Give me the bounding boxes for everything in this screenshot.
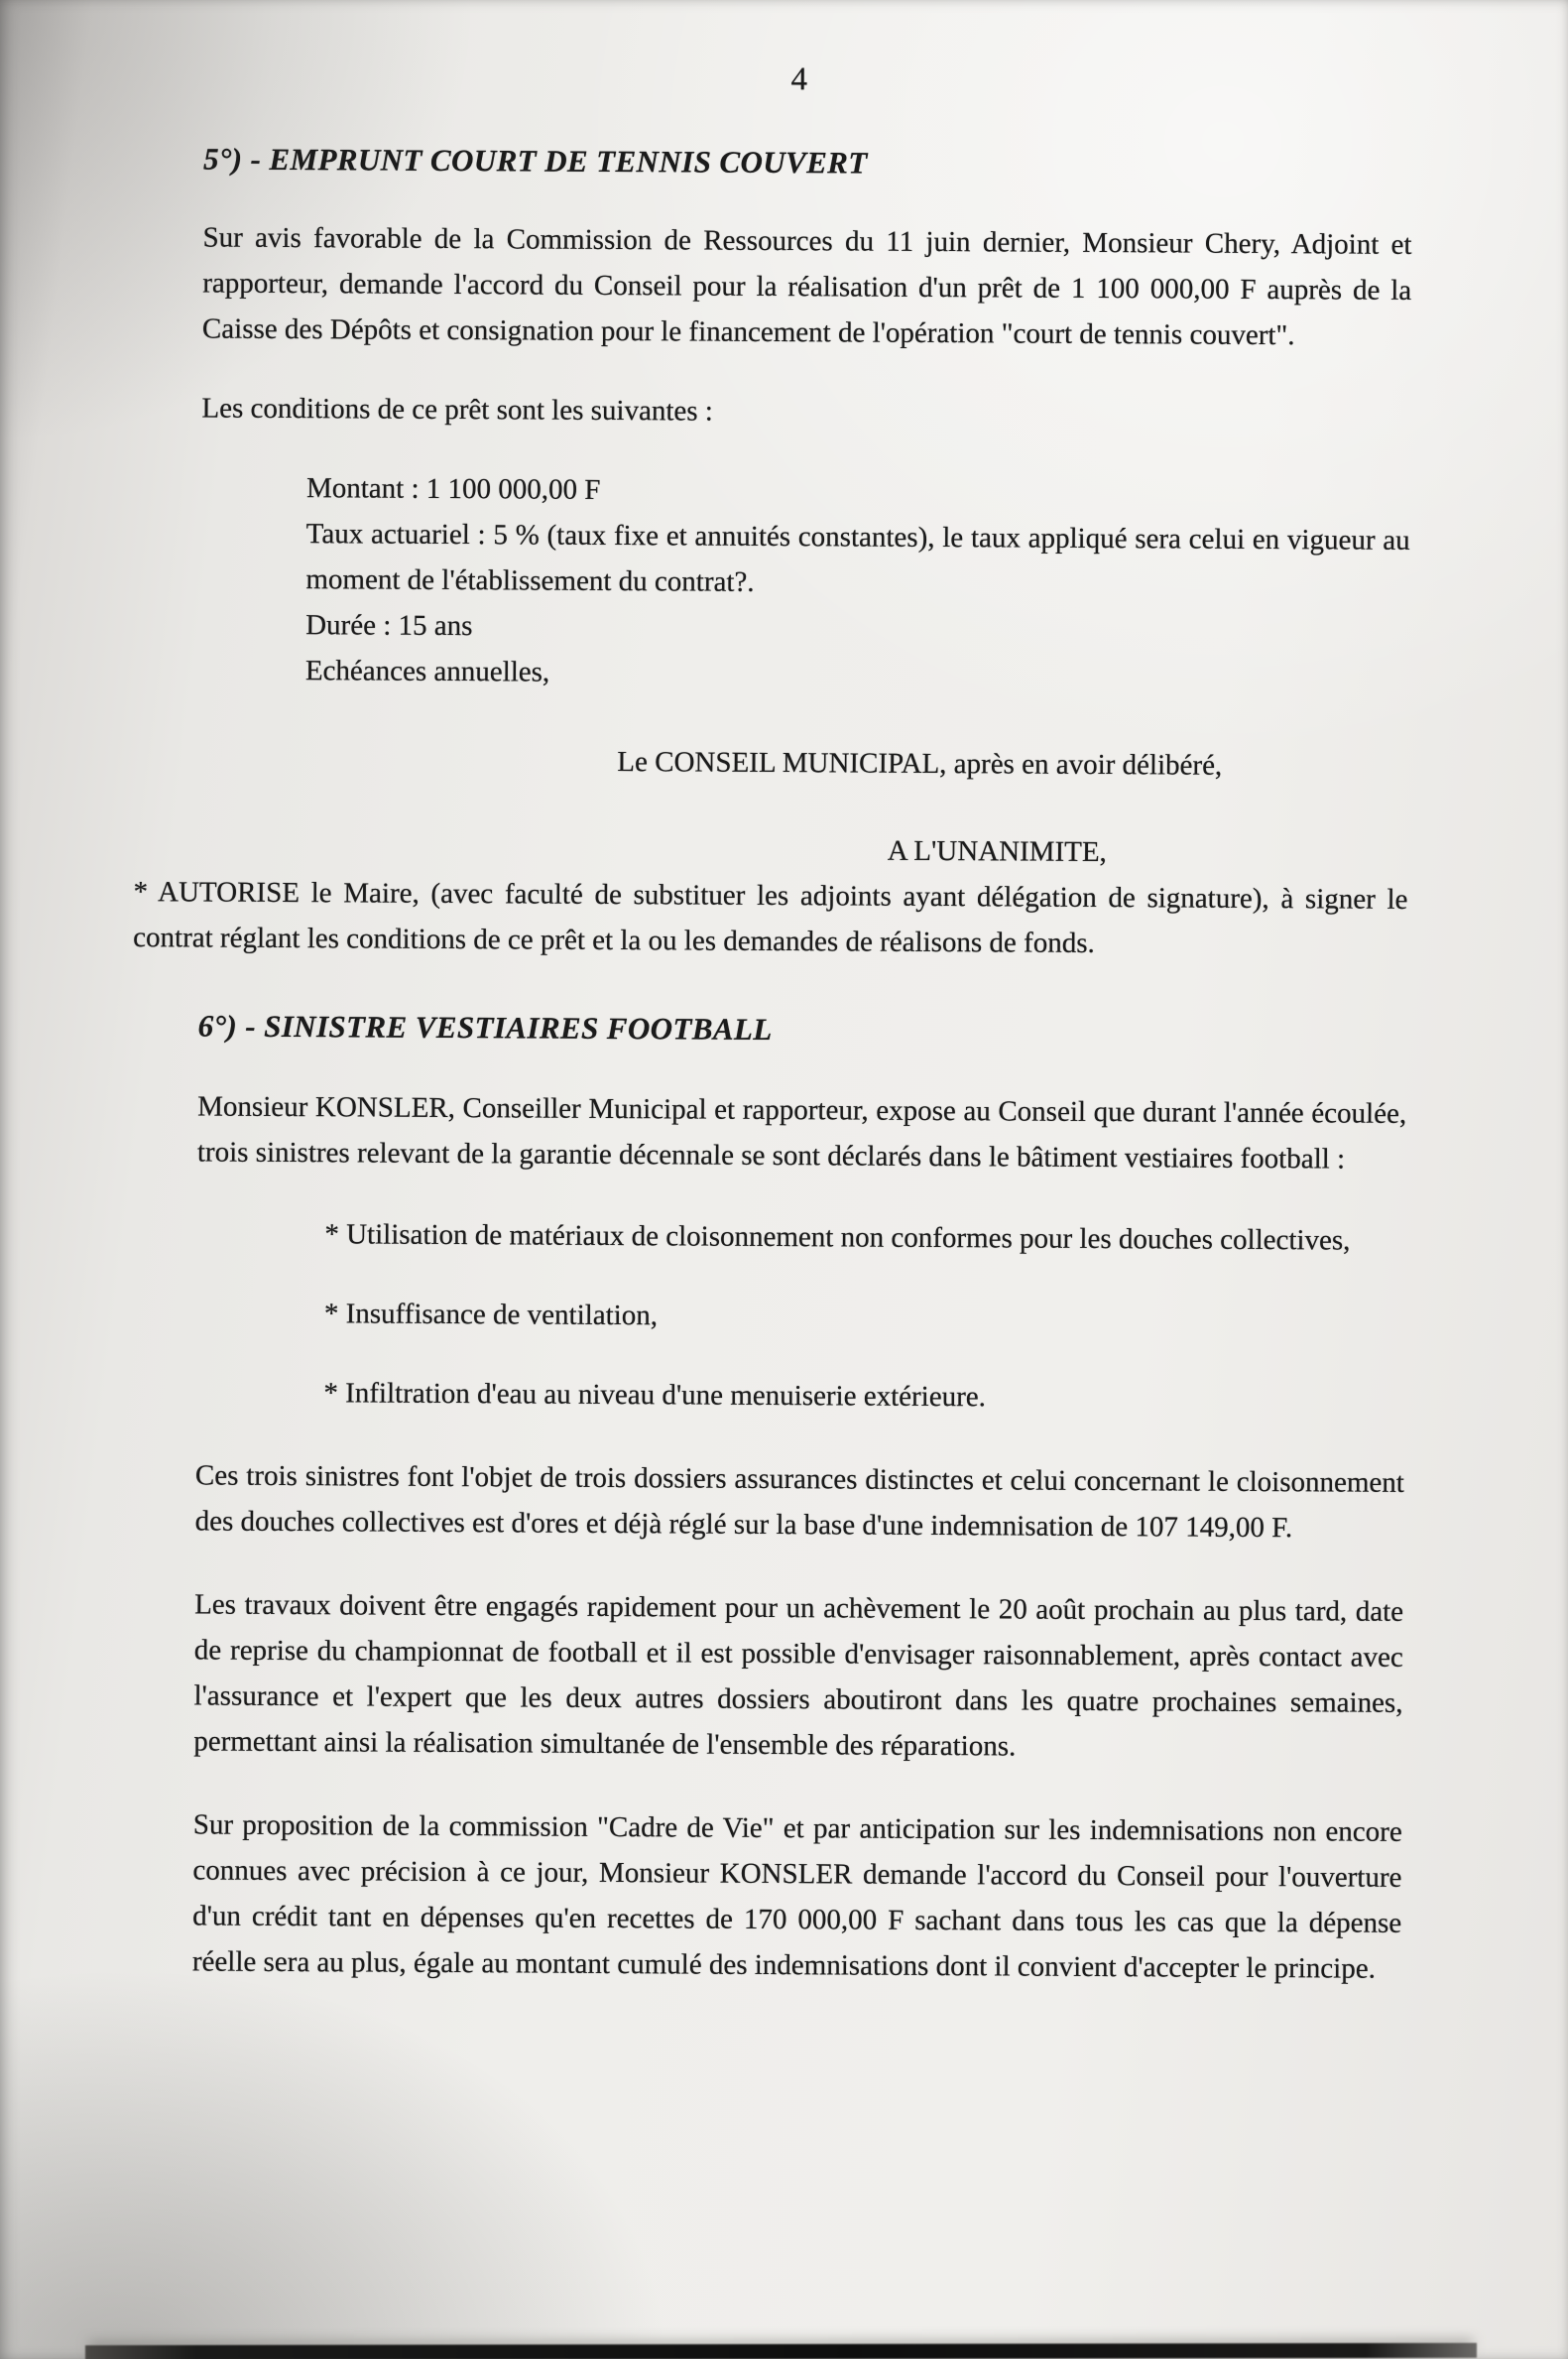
section-5-heading: 5°) - EMPRUNT COURT DE TENNIS COUVERT [202,141,868,181]
sinister-item-infiltration: * Infiltration d'eau au niveau d'une menuiserie extérieure. [323,1377,987,1414]
page-number: 4 [790,62,808,98]
insurance-status-paragraph: Ces trois sinistres font l'objet de trois dossiers assurances distinctes et celui concernant le cloisonnement des douches collectives est d'ores et déjà réglé sur la base d'une indemnisation de 107 149,00 F. [194,1459,1404,1545]
section-6-intro-paragraph: Monsieur KONSLER, Conseiller Municipal et rapporteur, expose au Conseil que durant l'année écoulée, trois sinistres relevant de la garantie décennale se sont déclarés dans le bâtiment vestiaires football : [196,1090,1407,1176]
loan-condition-rate: Taux actuariel : 5 % (taux fixe et annuités constantes), le taux appliqué sera celui en vigueur au moment de l'établissement du contrat?. [305,518,1410,598]
loan-conditions-intro: Les conditions de ce prêt sont les suivantes : [201,392,714,428]
unanimity-line: A L'UNANIMITE, [887,834,1107,869]
sinister-list [0,1209,1561,1424]
credit-request-paragraph: Sur proposition de la commission "Cadre de Vie" et par anticipation sur les indemnisations non encore connues avec précision à ce jour, Monsieur KONSLER demande l'accord du Conseil pour l'ouverture d'un crédit tant en dépenses qu'en recettes de 170 000,00 F sachant dans tous les cas que la dépense réelle sera au plus, égale au montant cumulé des indemnisations dont il convient d'accepter le principe. [191,1808,1402,1985]
loan-condition-amount: Montant : 1 100 000,00 F [305,472,601,506]
loan-condition-installments: Echéances annuelles, [304,655,550,688]
loan-condition-duration: Durée : 15 ans [305,609,473,643]
scanner-edge [85,2343,1477,2359]
sinister-item-partitions: * Utilisation de matériaux de cloisonnement non conformes pour les douches collectives, [324,1218,1351,1257]
section-6-heading: 6°) - SINISTRE VESTIAIRES FOOTBALL [197,1008,773,1047]
works-schedule-paragraph: Les travaux doivent être engagés rapidement pour un achèvement le 20 août prochain au plus tard, date de reprise du championnat de football et il est possible d'envisager raisonnablement, après contact avec l'assurance et l'expert que les deux autres dossiers aboutiront dans les quatre prochaines semaines, permettant ainsi la réalisation simultanée de l'ensemble des réparations. [193,1588,1404,1763]
sinister-item-ventilation: * Insuffisance de ventilation, [323,1298,659,1332]
authorization-paragraph: * AUTORISE le Maire, (avec faculté de substituer les adjoints ayant délégation de signature), à signer le contrat réglant les conditions de ce prêt et la ou les demandes de réalisons de fonds. [133,876,1408,959]
section-5-intro-paragraph: Sur avis favorable de la Commission de Ressources du 11 juin dernier, Monsieur Chery, Adjoint et rapporteur, demande l'accord du Conseil pour la réalisation d'un prêt de 1 100 000,00 F auprès de la Caisse des Dépôts et consignation pour le financement de l'opération "court de tennis couvert". [201,221,1412,352]
council-deliberation-line: Le CONSEIL MUNICIPAL, après en avoir délibéré, [617,746,1223,782]
loan-conditions-list [305,465,1410,700]
